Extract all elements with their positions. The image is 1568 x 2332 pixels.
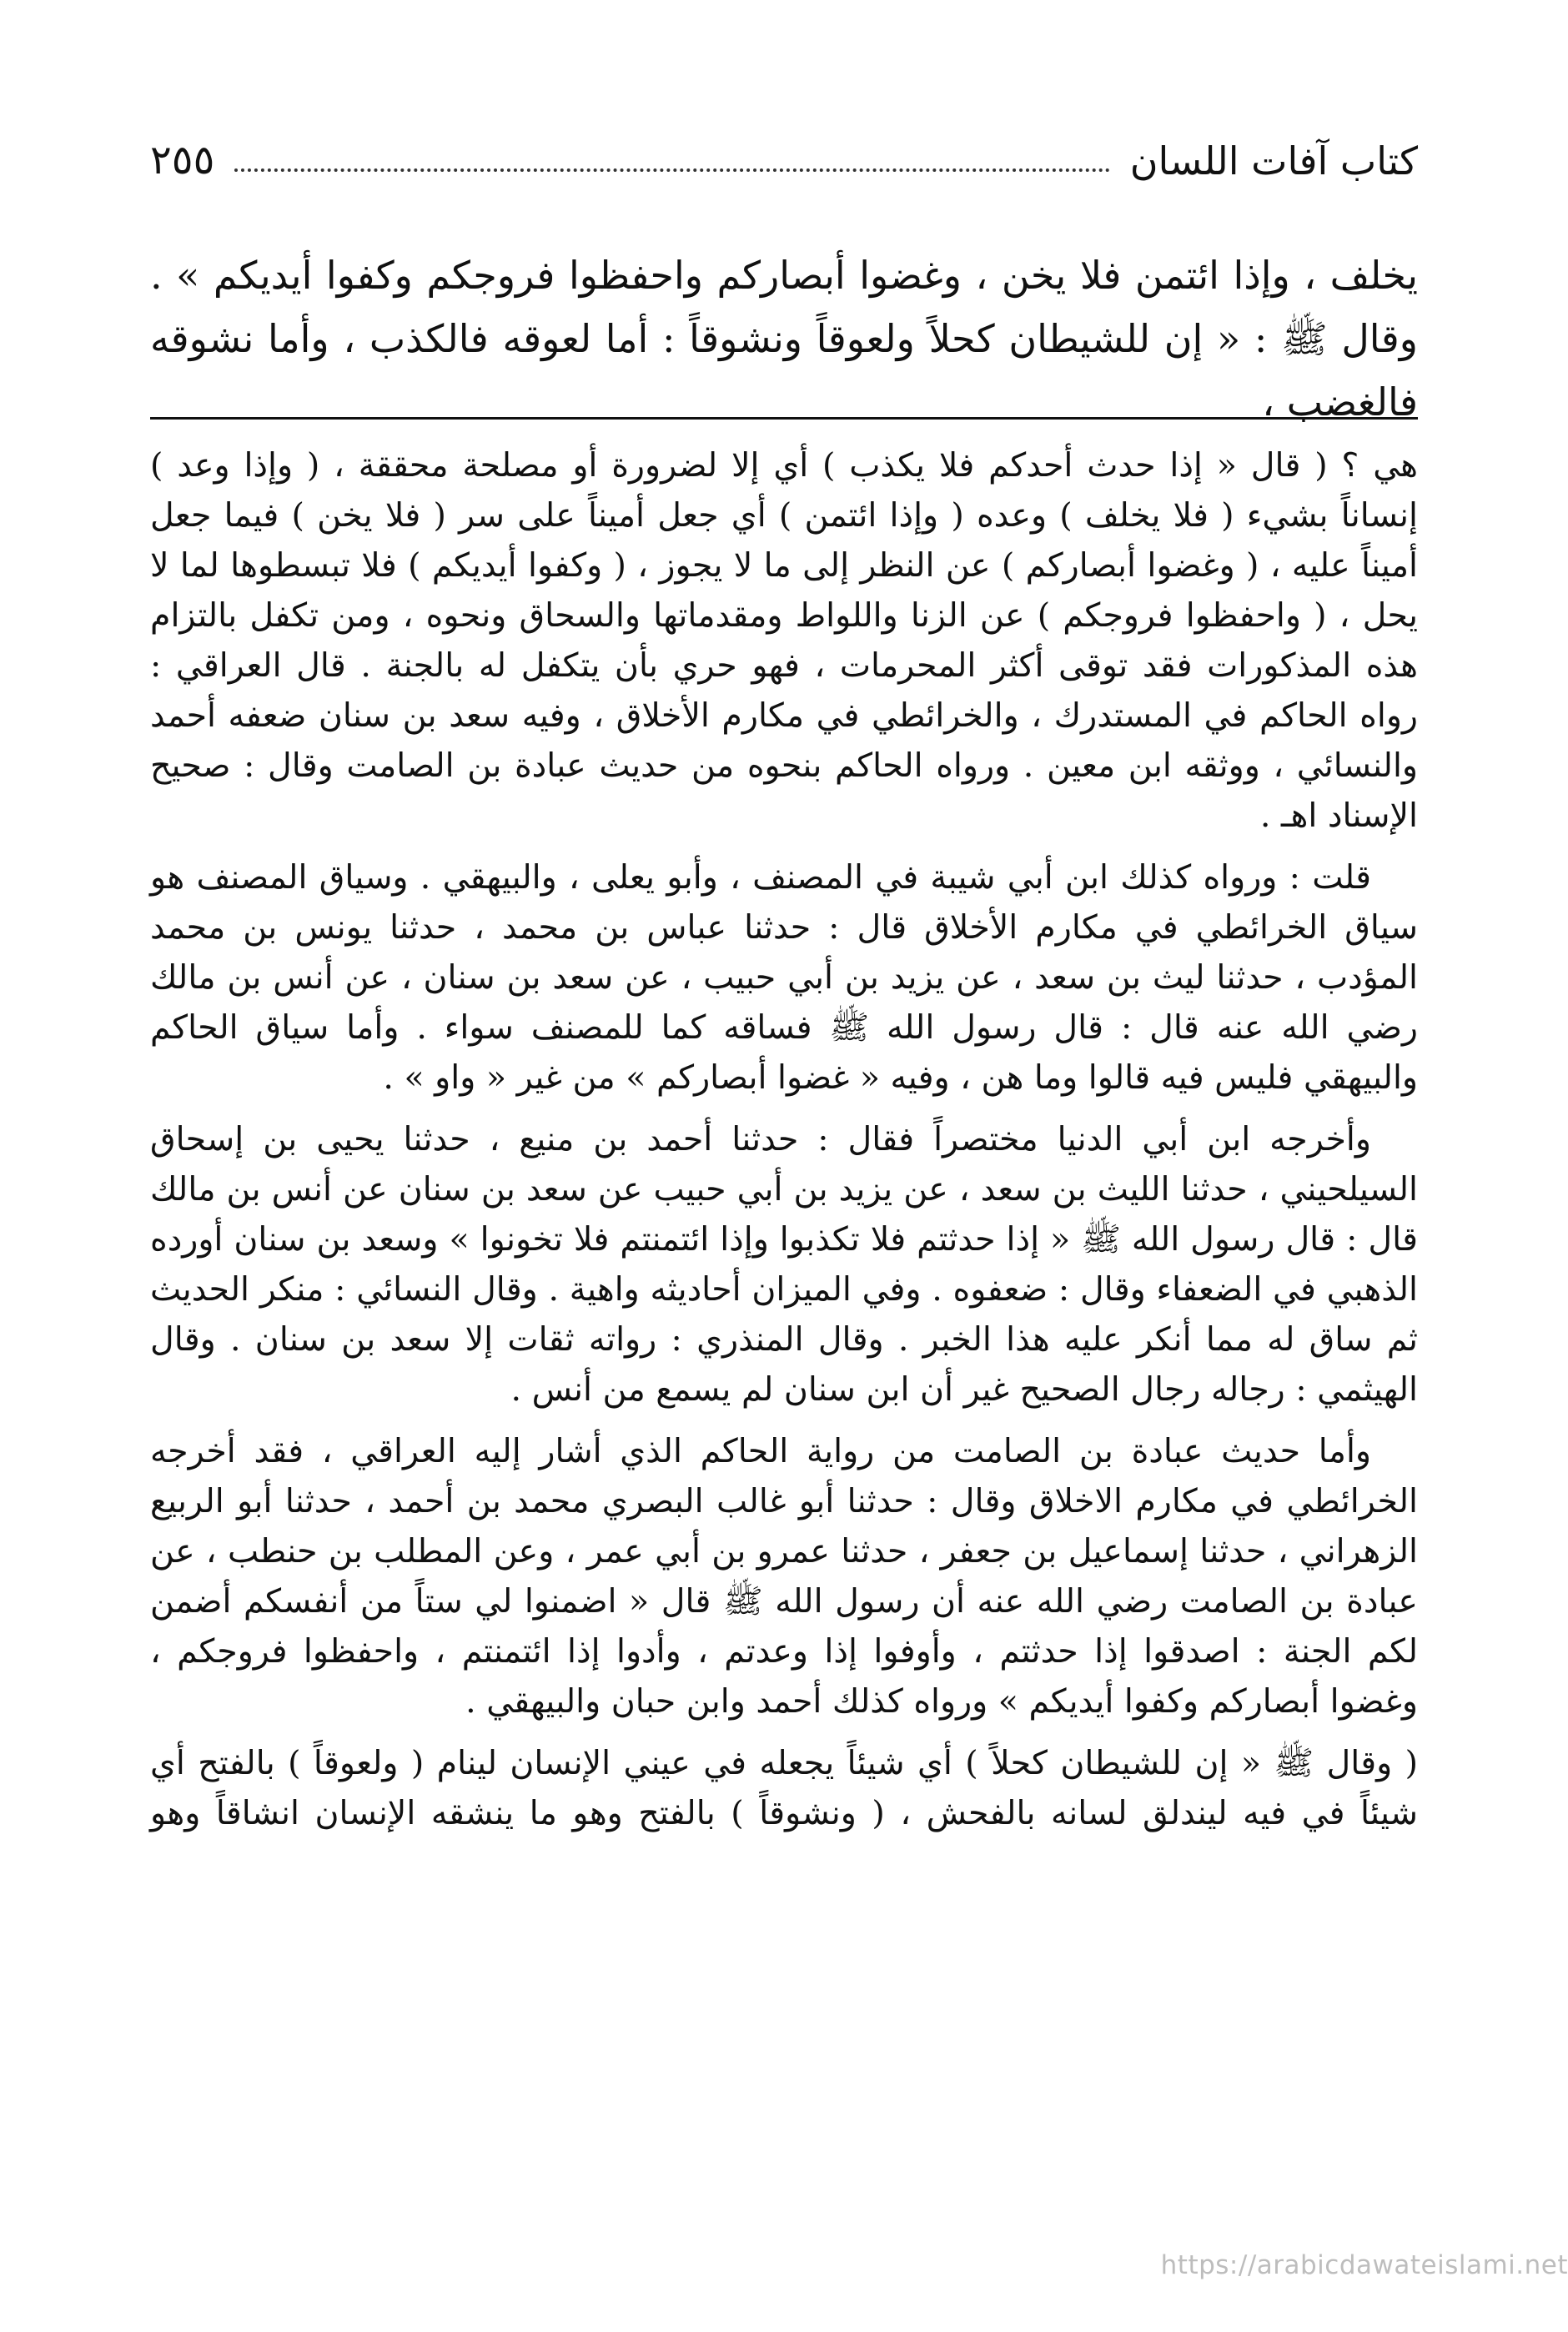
footnote-separator-line: [150, 417, 1418, 420]
website-watermark: https://arabicdawateislami.net: [1160, 2250, 1568, 2280]
page-number: ٢٥٥: [150, 137, 215, 183]
commentary-paragraph-2: قلت : ورواه كذلك ابن أبي شيبة في المصنف ، وأبو يعلى ، والبيهقي . وسياق المصنف هو سياق الخرائطي في مكارم الأخلاق قال : حدثنا عباس بن محمد ، حدثنا يونس بن محمد المؤدب ، حدثنا ليث بن سعد ، عن يزيد بن أبي حبيب ، عن سعد بن سنان ، عن أنس بن مالك رضي الله عنه قال : قال رسول الله ﷺ فساقه كما للمصنف سواء . وأما سياق الحاكم والبيهقي فليس فيه قالوا وما هن ، وفيه « غضوا أبصاركم » من غير « واو » .: [150, 858, 1418, 1097]
document-page: [150, 0, 1568, 2332]
commentary-paragraph-1: هي ؟ ( قال « إذا حدث أحدكم فلا يكذب ) أي إلا لضرورة أو مصلحة محققة ، ( وإذا وعد ) إنساناً بشيء ( فلا يخلف ) وعده ( وإذا ائتمن ) أي جعل أميناً على سر ( فلا يخن ) فيما جعل أميناً عليه ، ( وغضوا أبصاركم ) عن النظر إلى ما لا يجوز ، ( وكفوا أيديكم ) فلا تبسطوها لما لا يحل ، ( واحفظوا فروجكم ) عن الزنا واللواط ومقدماتها والسحاق ونحوه ، ومن تكفل بالتزام هذه المذكورات فقد توقى أكثر المحرمات ، فهو حري بأن يتكفل له بالجنة . قال العراقي : رواه الحاكم في المستدرك ، والخرائطي في مكارم الأخلاق ، وفيه سعد بن سنان ضعفه أحمد والنسائي ، ووثقه ابن معين . ورواه الحاكم بنحوه من حديث عبادة بن الصامت وقال : صحيح الإسناد اهـ .: [150, 446, 1418, 835]
commentary-paragraph-3: وأخرجه ابن أبي الدنيا مختصراً فقال : حدثنا أحمد بن منيع ، حدثنا يحيى بن إسحاق السيلحيني ، حدثنا الليث بن سعد ، عن يزيد بن أبي حبيب عن سعد بن سنان عن أنس بن مالك قال : قال رسول الله ﷺ « إذا حدثتم فلا تكذبوا وإذا ائتمنتم فلا تخونوا » وسعد بن سنان أورده الذهبي في الضعفاء وقال : ضعفوه . وفي الميزان أحاديثه واهية . وقال النسائي : منكر الحديث ثم ساق له مما أنكر عليه هذا الخبر . وقال المنذري : رواته ثقات إلا سعد بن سنان . وقال الهيثمي : رجاله رجال الصحيح غير أن ابن سنان لم يسمع من أنس .: [150, 1120, 1418, 1409]
commentary-block: [150, 440, 1418, 1850]
book-title: كتاب آفات اللسان: [1129, 138, 1418, 183]
commentary-paragraph-5: ( وقال ﷺ « إن للشيطان كحلاً ) أي شيئاً يجعله في عيني الإنسان لينام ( ولعوقاً ) بالفتح أي شيئاً في فيه ليندلق لسانه بالفحش ، ( ونشوقاً ) بالفتح وهو ما ينشقه الإنسان انشاقاً وهو: [150, 1744, 1418, 1832]
running-header: [150, 117, 1418, 183]
header-leader-dots: [234, 168, 1109, 172]
main-text-paragraph: يخلف ، وإذا ائتمن فلا يخن ، وغضوا أبصاركم واحفظوا فروجكم وكفوا أيديكم » . وقال ﷺ : « إن للشيطان كحلاً ولعوقاً ونشوقاً : أما لعوقه فالكذب ، وأما نشوقه فالغضب ،: [150, 253, 1418, 425]
main-text: [150, 244, 1418, 434]
commentary-paragraph-4: وأما حديث عبادة بن الصامت من رواية الحاكم الذي أشار إليه العراقي ، فقد أخرجه الخرائطي في مكارم الاخلاق وقال : حدثنا أبو غالب البصري محمد بن أحمد ، حدثنا أبو الربيع الزهراني ، حدثنا إسماعيل بن جعفر ، حدثنا عمرو بن أبي عمر ، وعن المطلب بن حنطب ، عن عبادة بن الصامت رضي الله عنه أن رسول الله ﷺ قال « اضمنوا لي ستاً من أنفسكم أضمن لكم الجنة : اصدقوا إذا حدثتم ، وأوفوا إذا وعدتم ، وأدوا إذا ائتمنتم ، واحفظوا فروجكم ، وغضوا أبصاركم وكفوا أيديكم » ورواه كذلك أحمد وابن حبان والبيهقي .: [150, 1432, 1418, 1721]
